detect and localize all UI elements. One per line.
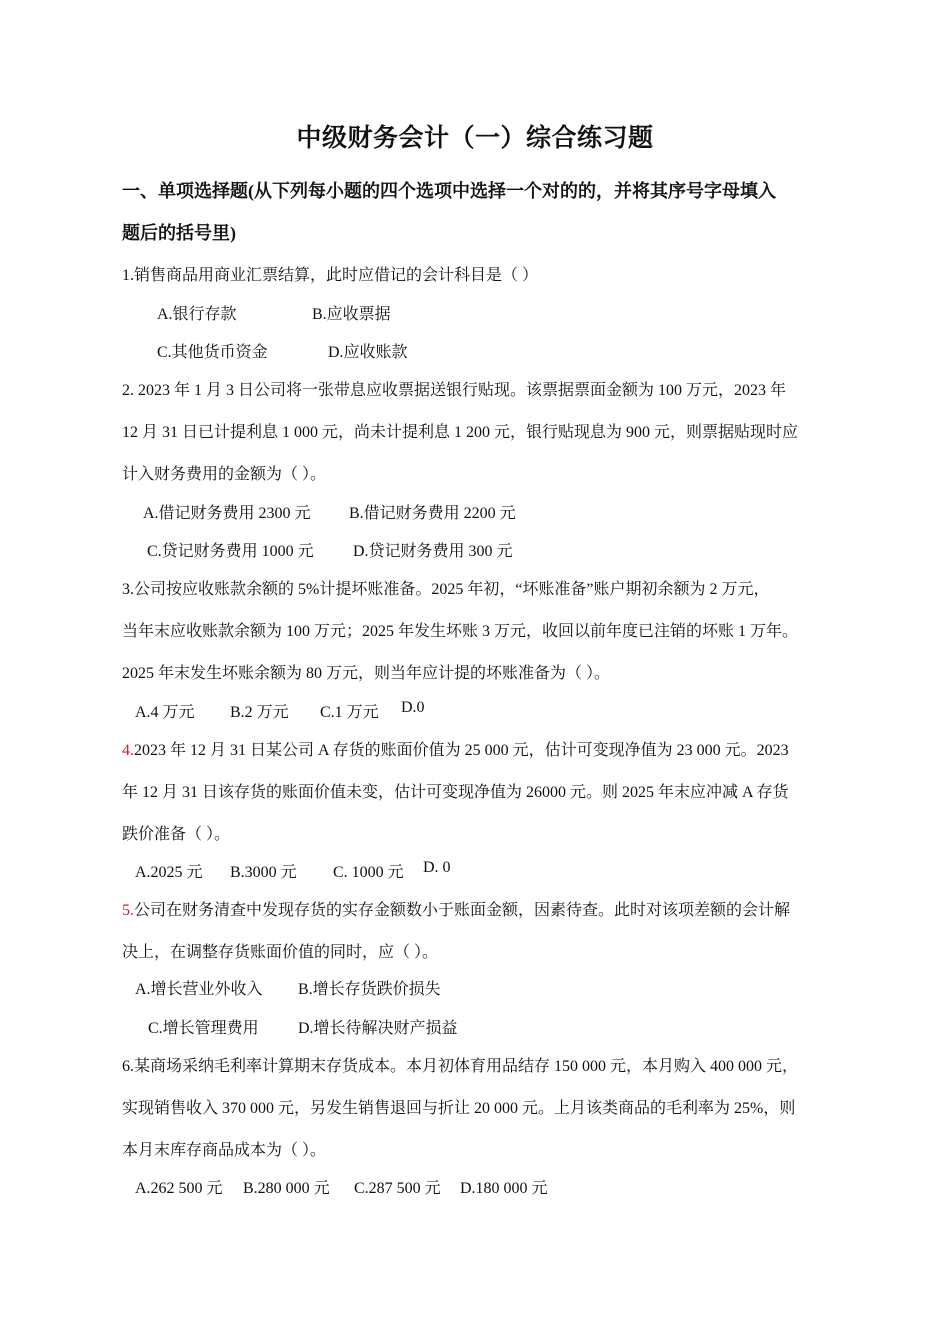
question-4-option-a: A.2025 元	[135, 864, 203, 881]
question-3-option-a: A.4 万元	[135, 704, 195, 721]
question-1-stem: 1.销售商品用商业汇票结算，此时应借记的会计科目是（ ）	[122, 267, 539, 284]
question-3-stem-line-1: 3.公司按应收账款余额的 5%计提坏账准备。2025 年初，“坏账准备”账户期初余额为 2 万元，	[122, 581, 770, 598]
question-4-stem-line-3: 跌价准备（ ）。	[122, 826, 231, 843]
question-5-stem-text: 公司在财务清查中发现存货的实存金额数小于账面金额，因素待查。此时对该项差额的会计解	[134, 902, 791, 919]
question-5-stem-line-1	[122, 897, 790, 920]
question-3-stem-line-2: 当年末应收账款余额为 100 万元；2025 年发生坏账 3 万元，收回以前年度已注销的坏账 1 万年。	[122, 623, 799, 640]
question-2-stem-line-2: 12 月 31 日已计提利息 1 000 元，尚未计提利息 1 200 元，银行贴现息为 900 元，则票据贴现时应	[122, 424, 799, 441]
question-6-stem-line-1: 6.某商场采纳毛利率计算期末存货成本。本月初体育用品结存 150 000 元，本月购入 400 000 元，	[122, 1058, 799, 1075]
question-5-option-a: A.增长营业外收入	[135, 981, 263, 998]
section-heading-line-2: 题后的括号里)	[122, 223, 236, 243]
question-3-option-d: D.0	[401, 699, 425, 716]
question-5-stem-line-2: 决上，在调整存货账面价值的同时，应（ ）。	[122, 944, 439, 961]
question-3-stem-line-3: 2025 年末发生坏账余额为 80 万元，则当年应计提的坏账准备为（ ）。	[122, 665, 611, 682]
question-2-option-c: C.贷记财务费用 1000 元	[147, 543, 314, 560]
section-heading-line-1: 一、单项选择题(从下列每小题的四个选项中选择一个对的的，并将其序号字母填入	[122, 181, 776, 201]
question-6-option-d: D.180 000 元	[460, 1180, 548, 1197]
question-2-stem-line-3: 计入财务费用的金额为（ ）。	[122, 466, 327, 483]
question-1-option-b: B.应收票据	[312, 306, 391, 323]
question-4-option-b: B.3000 元	[230, 864, 297, 881]
question-4-number: 4.	[122, 742, 134, 759]
question-1-option-a: A.银行存款	[157, 306, 237, 323]
question-4-option-c: C. 1000 元	[333, 864, 404, 881]
question-3-option-b: B.2 万元	[230, 704, 289, 721]
question-5-option-d: D.增长待解决财产损益	[298, 1020, 458, 1037]
question-5-option-c: C.增长管理费用	[148, 1020, 259, 1037]
question-6-option-c: C.287 500 元	[354, 1180, 441, 1197]
question-6-option-a: A.262 500 元	[135, 1180, 223, 1197]
question-3-option-c: C.1 万元	[320, 704, 379, 721]
question-4-option-d: D. 0	[423, 859, 451, 876]
section-heading	[122, 170, 837, 254]
page-title: 中级财务会计（一）综合练习题	[296, 125, 654, 152]
question-4-stem-line-1	[122, 737, 789, 760]
question-1-option-d: D.应收账款	[328, 344, 408, 361]
question-2-option-b: B.借记财务费用 2200 元	[349, 505, 516, 522]
question-2-option-d: D.贷记财务费用 300 元	[353, 543, 513, 560]
question-4-stem-text: 2023 年 12 月 31 日某公司 A 存货的账面价值为 25 000 元，估计可变现净值为 23 000 元。2023	[134, 742, 789, 759]
question-2-option-a: A.借记财务费用 2300 元	[143, 505, 311, 522]
question-2-stem-line-1: 2. 2023 年 1 月 3 日公司将一张带息应收票据送银行贴现。该票据票面金额为 100 万元，2023 年	[122, 382, 787, 399]
question-5-number: 5.	[122, 902, 134, 919]
question-6-option-b: B.280 000 元	[243, 1180, 330, 1197]
question-5-option-b: B.增长存货跌价损失	[298, 981, 441, 998]
question-6-stem-line-2: 实现销售收入 370 000 元，另发生销售退回与折让 20 000 元。上月该类商品的毛利率为 25%，则	[122, 1100, 796, 1117]
question-6-stem-line-3: 本月末库存商品成本为（ ）。	[122, 1142, 327, 1159]
question-1-option-c: C.其他货币资金	[157, 344, 268, 361]
question-4-stem-line-2: 年 12 月 31 日该存货的账面价值未变，估计可变现净值为 26000 元。则 2025 年末应冲减 A 存货	[122, 784, 789, 801]
